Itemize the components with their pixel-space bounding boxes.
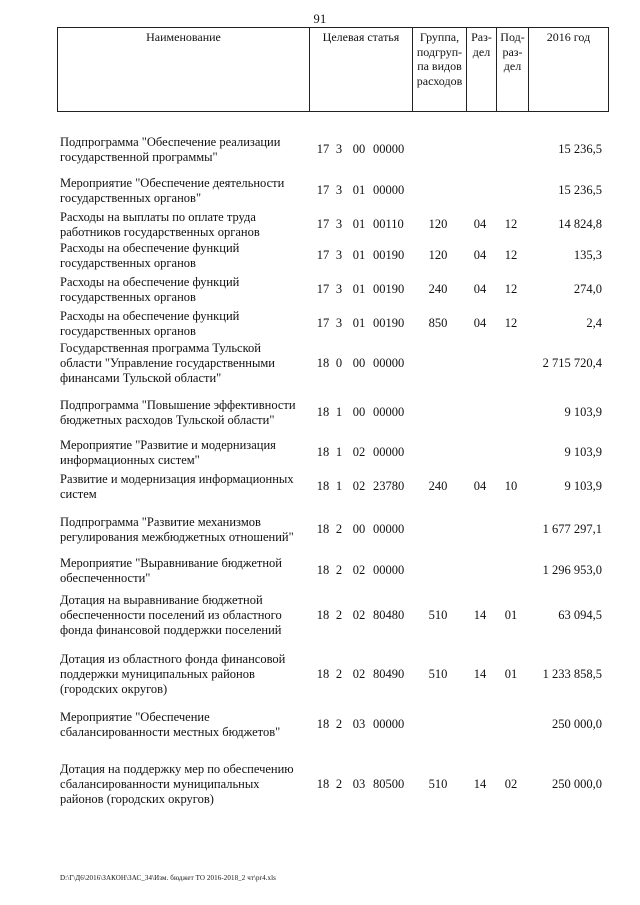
- target-code-part: 00190: [373, 282, 405, 296]
- target-code-part: 2: [335, 522, 343, 536]
- target-code-part: 00: [352, 356, 366, 370]
- target-code-part: 17: [316, 248, 330, 262]
- target-code-part: 18: [316, 522, 330, 536]
- file-path-footer: D:\Г\Д6\2016\ЗАКОН\ЗАС_34\Изм. бюджет ТО 2016-2018_2 чт\pr4.xls: [60, 874, 276, 882]
- row-group: 510: [428, 777, 448, 791]
- row-group: 240: [428, 479, 448, 493]
- row-name: Дотация на поддержку мер по обеспечению сбалансированности муниципальных районов (городских округов): [60, 762, 294, 806]
- target-code-part: 18: [316, 667, 330, 681]
- target-code-part: 80500: [373, 777, 405, 791]
- row-amount: 1 677 297,1: [542, 522, 602, 536]
- target-code-part: 3: [335, 183, 343, 197]
- row-group: 850: [428, 316, 448, 330]
- target-code-part: 01: [352, 316, 366, 330]
- target-code-part: 17: [316, 282, 330, 296]
- target-code-part: 0: [335, 356, 343, 370]
- target-code-part: 1: [335, 479, 343, 493]
- row-amount: 1 233 858,5: [542, 667, 602, 681]
- header-year: 2016 год: [529, 28, 609, 112]
- row-subsection: 10: [504, 479, 518, 493]
- target-code-part: 03: [352, 777, 366, 791]
- target-code-part: 2: [335, 717, 343, 731]
- row-name: Мероприятие "Обеспечение деятельности государственных органов": [60, 176, 285, 205]
- target-code-part: 02: [352, 479, 366, 493]
- row-subsection: 12: [504, 248, 518, 262]
- target-code-part: 17: [316, 142, 330, 156]
- target-code-part: 02: [352, 563, 366, 577]
- header-target-article: Целевая статья: [310, 28, 413, 112]
- row-amount: 274,0: [573, 282, 602, 296]
- row-name: Мероприятие "Обеспечение сбалансированности местных бюджетов": [60, 710, 281, 739]
- row-name: Мероприятие "Развитие и модернизация информационных систем": [60, 438, 276, 467]
- target-code-part: 00110: [373, 217, 404, 231]
- target-code-part: 23780: [373, 479, 405, 493]
- target-code-part: 00: [352, 405, 366, 419]
- target-code-part: 01: [352, 217, 366, 231]
- target-code-part: 00: [352, 522, 366, 536]
- row-name: Дотация на выравнивание бюджетной обеспеченности поселений из областного фонда финансовой поддержки поселений: [60, 593, 282, 637]
- target-code-part: 17: [316, 183, 330, 197]
- target-code-part: 3: [335, 282, 343, 296]
- target-code-part: 03: [352, 717, 366, 731]
- row-name: Расходы на выплаты по оплате труда работников государственных органов: [60, 210, 260, 239]
- target-code-part: 3: [335, 316, 343, 330]
- row-section: 04: [473, 248, 487, 262]
- row-amount: 135,3: [573, 248, 602, 262]
- target-code-part: 18: [316, 777, 330, 791]
- row-amount: 1 296 953,0: [542, 563, 602, 577]
- target-code-part: 18: [316, 356, 330, 370]
- target-code-part: 00000: [373, 356, 405, 370]
- target-code-part: 00190: [373, 248, 405, 262]
- target-code-part: 18: [316, 405, 330, 419]
- row-section: 04: [473, 479, 487, 493]
- row-subsection: 12: [504, 316, 518, 330]
- target-code-part: 00000: [373, 717, 405, 731]
- row-name: Дотация из областного фонда финансовой поддержки муниципальных районов (городских округов): [60, 652, 286, 696]
- target-code-part: 01: [352, 183, 366, 197]
- row-section: 14: [473, 608, 487, 622]
- row-amount: 2 715 720,4: [542, 356, 602, 370]
- target-code-part: 3: [335, 217, 343, 231]
- row-amount: 9 103,9: [564, 479, 602, 493]
- target-code-part: 00000: [373, 183, 405, 197]
- row-amount: 250 000,0: [552, 777, 602, 791]
- row-amount: 9 103,9: [564, 445, 602, 459]
- target-code-part: 17: [316, 217, 330, 231]
- row-name: Расходы на обеспечение функций государственных органов: [60, 309, 240, 338]
- row-group: 120: [428, 248, 448, 262]
- target-code-part: 2: [335, 777, 343, 791]
- row-section: 04: [473, 217, 487, 231]
- target-code-part: 2: [335, 563, 343, 577]
- target-code-part: 18: [316, 563, 330, 577]
- row-amount: 14 824,8: [558, 217, 602, 231]
- row-name: Подпрограмма "Повышение эффективности бюджетных расходов Тульской области": [60, 398, 296, 427]
- target-code-part: 18: [316, 608, 330, 622]
- target-code-part: 80480: [373, 608, 405, 622]
- target-code-part: 1: [335, 445, 343, 459]
- header-section: Раз- дел: [467, 28, 497, 112]
- row-group: 240: [428, 282, 448, 296]
- row-amount: 15 236,5: [558, 183, 602, 197]
- target-code-part: 00000: [373, 563, 405, 577]
- row-section: 04: [473, 316, 487, 330]
- row-section: 14: [473, 667, 487, 681]
- target-code-part: 17: [316, 316, 330, 330]
- row-subsection: 12: [504, 217, 518, 231]
- row-amount: 15 236,5: [558, 142, 602, 156]
- row-subsection: 12: [504, 282, 518, 296]
- target-code-part: 02: [352, 445, 366, 459]
- target-code-part: 00000: [373, 445, 405, 459]
- header-name: Наименование: [58, 28, 310, 112]
- row-name: Развитие и модернизация информационных систем: [60, 472, 294, 501]
- row-group: 120: [428, 217, 448, 231]
- target-code-part: 00190: [373, 316, 405, 330]
- row-name: Расходы на обеспечение функций государственных органов: [60, 241, 240, 270]
- row-section: 04: [473, 282, 487, 296]
- page-number: 91: [313, 12, 327, 26]
- row-subsection: 01: [504, 667, 518, 681]
- target-code-part: 18: [316, 445, 330, 459]
- row-amount: 250 000,0: [552, 717, 602, 731]
- row-group: 510: [428, 667, 448, 681]
- target-code-part: 1: [335, 405, 343, 419]
- row-amount: 9 103,9: [564, 405, 602, 419]
- row-name: Государственная программа Тульской области "Управление государственными финансами Тульской области": [60, 341, 275, 385]
- target-code-part: 3: [335, 142, 343, 156]
- target-code-part: 2: [335, 667, 343, 681]
- target-code-part: 00000: [373, 522, 405, 536]
- target-code-part: 18: [316, 717, 330, 731]
- row-subsection: 01: [504, 608, 518, 622]
- row-name: Расходы на обеспечение функций государственных органов: [60, 275, 240, 304]
- target-code-part: 3: [335, 248, 343, 262]
- row-section: 14: [473, 777, 487, 791]
- row-name: Подпрограмма "Обеспечение реализации государственной программы": [60, 135, 281, 164]
- target-code-part: 00000: [373, 142, 405, 156]
- target-code-part: 00000: [373, 405, 405, 419]
- header-subsection: Под- раз- дел: [497, 28, 529, 112]
- row-name: Мероприятие "Выравнивание бюджетной обеспеченности": [60, 556, 282, 585]
- target-code-part: 02: [352, 667, 366, 681]
- target-code-part: 01: [352, 282, 366, 296]
- row-name: Подпрограмма "Развитие механизмов регулирования межбюджетных отношений": [60, 515, 294, 544]
- row-subsection: 02: [504, 777, 518, 791]
- target-code-part: 00: [352, 142, 366, 156]
- target-code-part: 2: [335, 608, 343, 622]
- target-code-part: 01: [352, 248, 366, 262]
- row-amount: 2,4: [586, 316, 602, 330]
- target-code-part: 18: [316, 479, 330, 493]
- header-group: Группа, подгруп- па видов расходов: [413, 28, 467, 112]
- target-code-part: 80490: [373, 667, 405, 681]
- target-code-part: 02: [352, 608, 366, 622]
- row-group: 510: [428, 608, 448, 622]
- row-amount: 63 094,5: [558, 608, 602, 622]
